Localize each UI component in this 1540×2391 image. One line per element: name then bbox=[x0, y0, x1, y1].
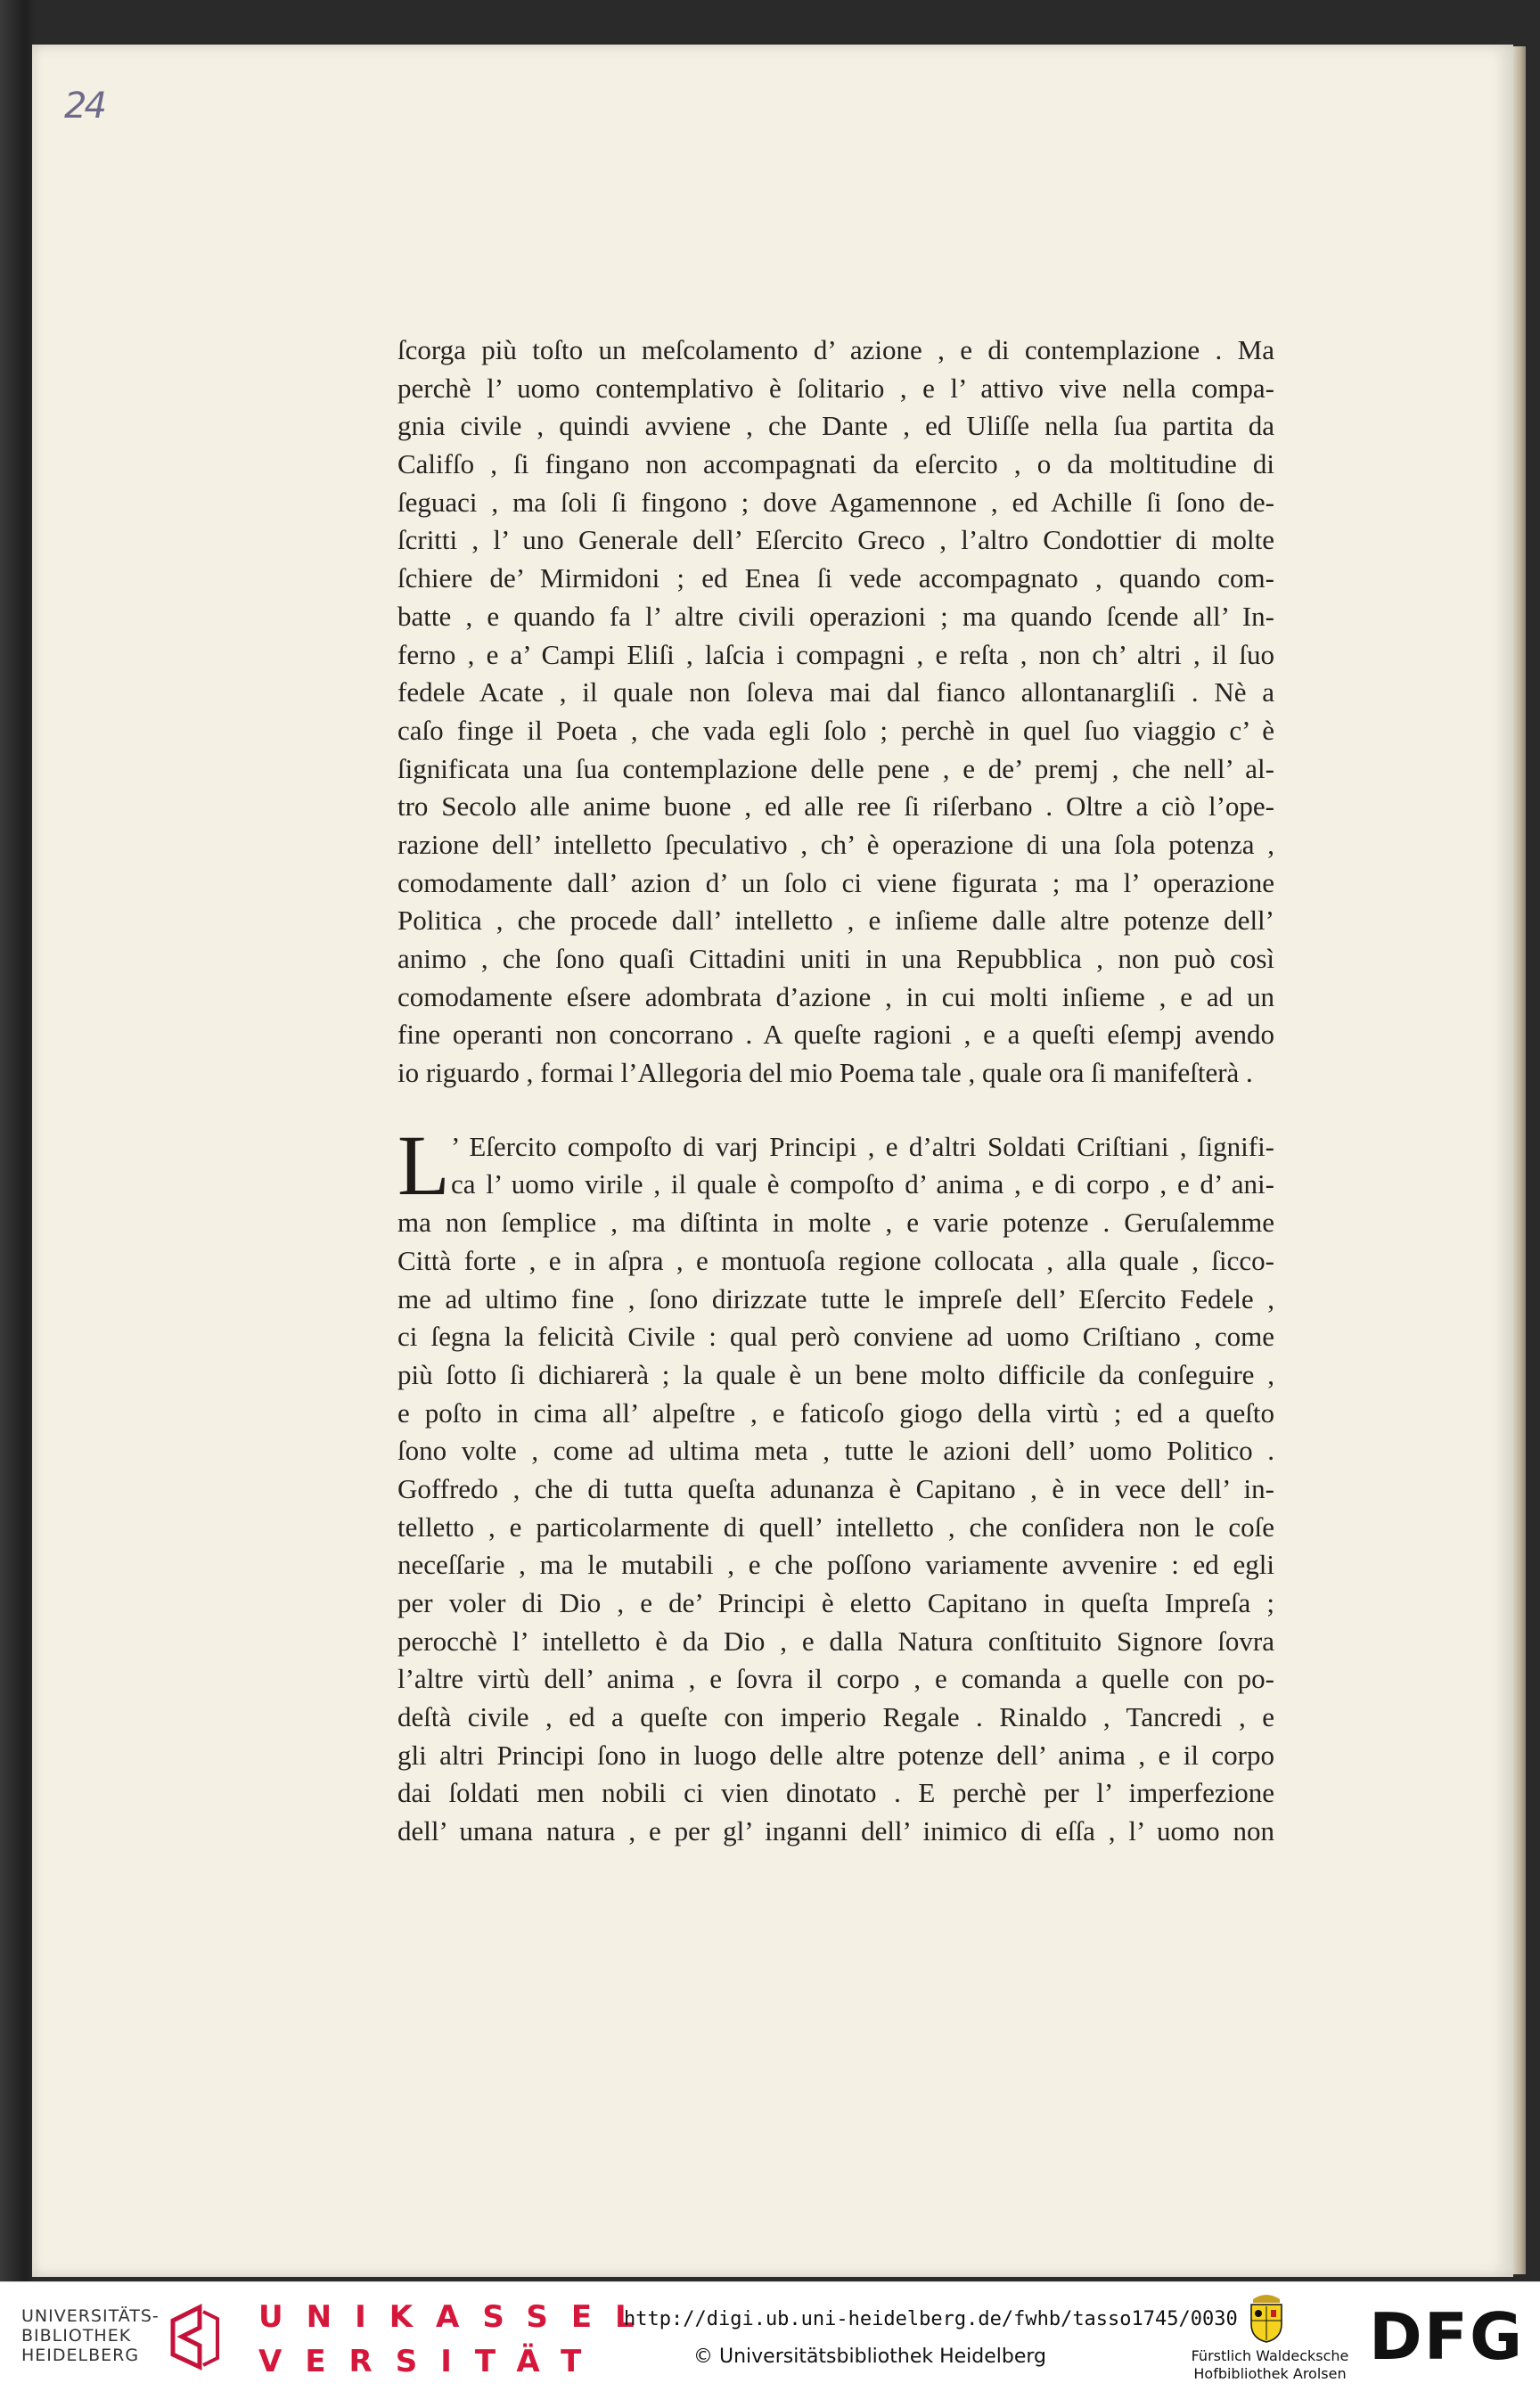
text-line: neceſſarie , ma le mutabili , e che poſſono variamente avvenire : ed egli bbox=[397, 1549, 1274, 1581]
arolsen-line: Hofbibliothek Arolsen bbox=[1193, 2365, 1347, 2382]
text-line: perocchè l’ intelletto è da Dio , e dalla Natura conſtituito Signore ſovra bbox=[397, 1625, 1274, 1657]
text-line: Goffredo , che di tutta queſta adunanza è Capitano , è in vece dell’ in- bbox=[397, 1472, 1274, 1504]
text-line: telletto , e particolarmente di quell’ intelletto , che conſidera non le coſe bbox=[397, 1511, 1274, 1543]
uni-heidelberg-line: UNIVERSITÄTS- bbox=[21, 2306, 160, 2326]
text-line: animo , che ſono quaſi Cittadini uniti in una Repubblica , non può così bbox=[397, 943, 1274, 974]
arolsen-crest-icon bbox=[1246, 2290, 1287, 2344]
text-line: ſignificata una ſua contemplazione delle pene , e de’ premj , che nell’ al- bbox=[397, 752, 1274, 784]
text-block bbox=[397, 332, 1274, 1851]
text-line: io riguardo , formai l’Allegoria del mio Poema tale , quale ora ſi manifeſterà . bbox=[397, 1057, 1253, 1089]
text-line: ſcritti , l’ uno Generale dell’ Eſercito Greco , l’altro Condottier di molte bbox=[397, 524, 1274, 556]
text-line: e poſto in cima all’ alpeſtre , e faticoſo giogo della virtù ; ed a queſto bbox=[397, 1396, 1274, 1429]
uni-kassel-logo-row1: UNIKASSEL bbox=[258, 2299, 658, 2335]
text-line: Città forte , e in aſpra , e montuoſa regione collocata , alla quale , ſicco- bbox=[397, 1244, 1274, 1276]
text-line: tro Secolo alle anime buone , ed alle ree ſi riſerbano . Oltre a ciò l’ope- bbox=[397, 790, 1274, 823]
uni-heidelberg-line: BIBLIOTHEK bbox=[21, 2326, 132, 2346]
text-line: razione dell’ intelletto ſpeculativo , ch’ è operazione di una ſola potenza , bbox=[397, 828, 1274, 860]
text-line: ſeguaci , ma ſoli ſi fingono ; dove Agamennone , ed Achille ſi ſono de- bbox=[397, 486, 1274, 518]
text-line: per voler di Dio , e de’ Principi è eletto Capitano in queſta Impreſa ; bbox=[397, 1587, 1274, 1618]
copyright-notice: © Universitätsbibliothek Heidelberg bbox=[693, 2346, 1047, 2368]
ub-emblem-icon bbox=[164, 2303, 223, 2374]
permalink-url[interactable]: http://digi.ub.uni-heidelberg.de/fwhb/tasso1745/0030 bbox=[624, 2308, 1238, 2330]
text-line: l’altre virtù dell’ anima , e ſovra il corpo , e comanda a quelle con po- bbox=[397, 1663, 1274, 1695]
text-line: Politica , che procede dall’ intelletto , e inſieme dalle altre potenze dell’ bbox=[397, 905, 1274, 937]
uni-kassel-logo-row2: VERSITÄT bbox=[258, 2344, 605, 2379]
text-line: ca l’ uomo virile , il quale è compoſto d’ anima , e di corpo , e d’ ani- bbox=[451, 1168, 1274, 1200]
text-line: perchè l’ uomo contemplativo è ſolitario , e l’ attivo vive nella compa- bbox=[397, 372, 1274, 404]
text-line: ’ Eſercito compoſto di varj Principi , e d’altri Soldati Criſtiani , ſignifi- bbox=[451, 1130, 1274, 1162]
page-number: 24 bbox=[64, 86, 104, 127]
text-line: fine operanti non concorrano . A queſte ragioni , e a queſti eſempj avendo bbox=[397, 1019, 1274, 1051]
text-line: Califſo , ſi fingano non accompagnati da eſercito , o da moltitudine di bbox=[397, 448, 1274, 480]
drop-cap: L bbox=[397, 1117, 450, 1213]
text-line: gli altri Principi ſono in luogo delle altre potenze dell’ anima , e il corpo bbox=[397, 1739, 1274, 1771]
text-line: comodamente dall’ azion d’ un ſolo ci viene figurata ; ma l’ operazione bbox=[397, 866, 1274, 898]
text-line: ci ſegna la felicità Civile : qual però conviene ad uomo Criſtiano , come bbox=[397, 1321, 1274, 1353]
text-line: dell’ umana natura , e per gl’ inganni dell’ inimico di eſſa , l’ uomo non bbox=[397, 1815, 1274, 1847]
paragraph-1 bbox=[397, 332, 1274, 1093]
text-line: caſo finge il Poeta , che vada egli ſolo ; perchè in quel ſuo viaggio c’ è bbox=[397, 714, 1274, 746]
text-line: dai ſoldati men nobili ci vien dinotato . E perchè per l’ imperfezione bbox=[397, 1777, 1274, 1809]
text-line: gnia civile , quindi avviene , che Dante , ed Uliſſe nella ſua partita da bbox=[397, 410, 1274, 442]
uni-heidelberg-line: HEIDELBERG bbox=[21, 2346, 140, 2365]
text-line: ſchiere de’ Mirmidoni ; ed Enea ſi vede accompagnato , quando com- bbox=[397, 562, 1274, 594]
text-line: deſtà civile , ed a queſte con imperio Regale . Rinaldo , Tancredi , e bbox=[397, 1701, 1274, 1733]
text-line: ferno , e a’ Campi Eliſi , laſcia i compagni , e reſta , non ch’ altri , il ſuo bbox=[397, 638, 1274, 670]
arolsen-line: Fürstlich Waldecksche bbox=[1191, 2347, 1349, 2364]
text-line: ſcorga più toſto un meſcolamento d’ azione , e di contemplazione . Ma bbox=[397, 334, 1274, 365]
dfg-logo: DFG bbox=[1369, 2299, 1525, 2374]
paragraph-2 bbox=[397, 1117, 1274, 1851]
uni-heidelberg-logo-text bbox=[21, 2306, 160, 2365]
text-line: più ſotto ſi dichiarerà ; la quale è un bene molto difficile da conſeguire , bbox=[397, 1358, 1274, 1390]
text-line: ma non ſemplice , ma diſtinta in molte , e varie potenze . Geruſalemme bbox=[397, 1207, 1274, 1239]
page-edge bbox=[1513, 46, 1526, 2274]
text-line: comodamente eſsere adombrata d’azione , in cui molti inſieme , e ad un bbox=[397, 980, 1274, 1012]
text-line: me ad ultimo fine , ſono dirizzate tutte le impreſe dell’ Eſercito Fedele , bbox=[397, 1282, 1274, 1314]
text-line: batte , e quando fa l’ altre civili operazioni ; ma quando ſcende all’ In- bbox=[397, 600, 1274, 632]
text-line: fedele Acate , il quale non ſoleva mai dal fianco allontanargliſi . Nè a bbox=[397, 676, 1274, 708]
text-line: ſono volte , come ad ultima meta , tutte le azioni dell’ uomo Politico . bbox=[397, 1435, 1274, 1467]
